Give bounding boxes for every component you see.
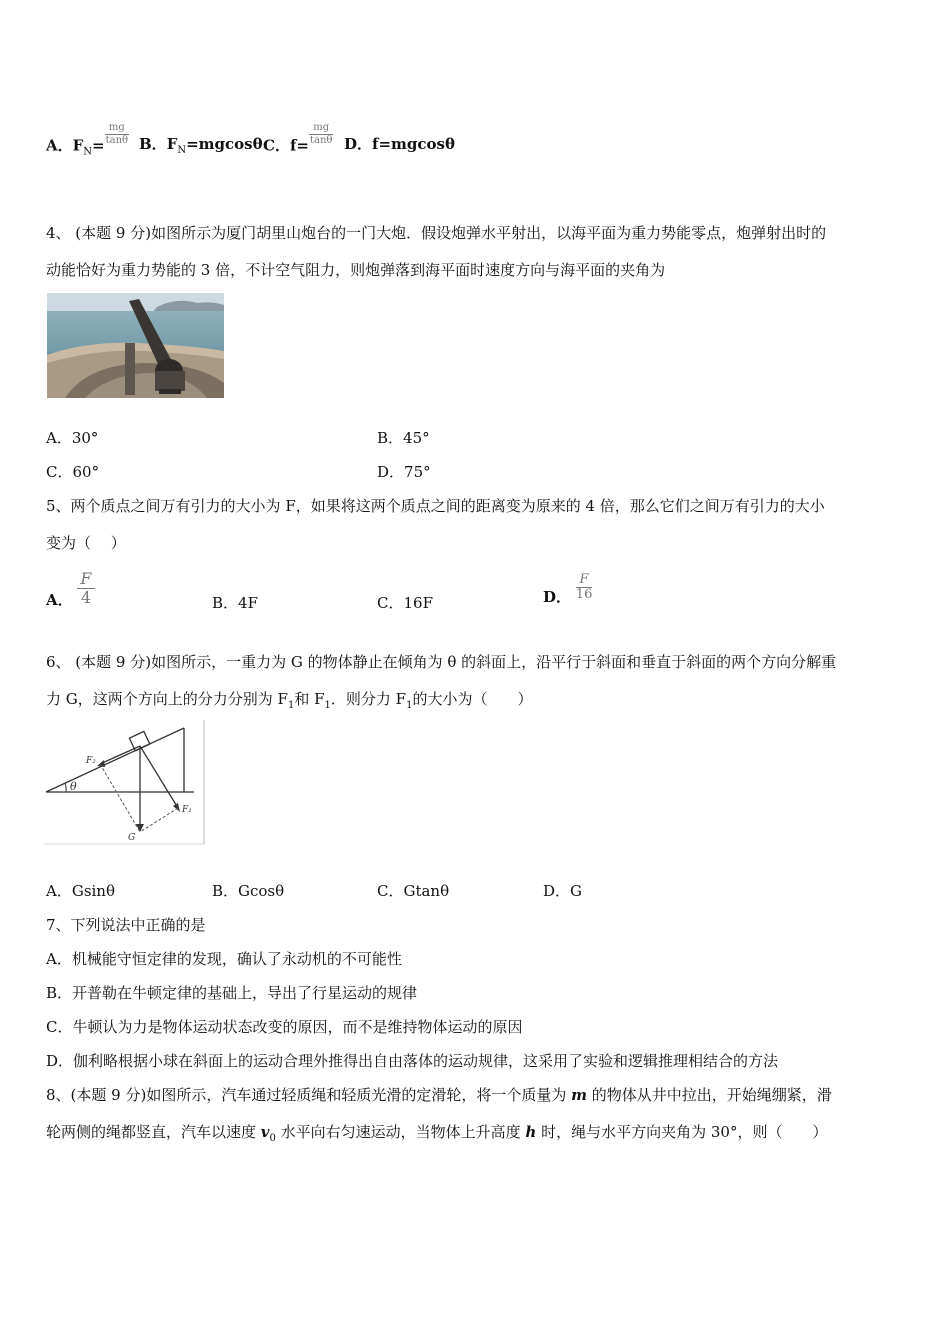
q3-option-d-text: f=mgcosθ <box>372 135 455 153</box>
q8-line-1-a: 8、(本题 9 分)如图所示，汽车通过轻质绳和轻质光滑的定滑轮，将一个质量为 <box>46 1086 572 1104</box>
q3-option-c-label: C． <box>263 136 290 155</box>
q8-velocity-symbol: v <box>260 1123 270 1141</box>
q3-option-a-f: F <box>72 136 84 155</box>
q6-option-a: A．Gsinθ <box>46 882 116 900</box>
q5-option-a-den: 4 <box>80 588 92 607</box>
q5-option-d-fraction <box>576 573 593 602</box>
q3-option-c-den: tanθ <box>309 135 333 146</box>
q6-option-c: C．Gtanθ <box>377 882 450 900</box>
q8-line-1-b: 的物体从井中拉出，开始绳绷紧，滑 <box>586 1086 832 1104</box>
incline-diagram <box>44 720 206 846</box>
q8-line-2-b: 水平向右匀速运动，当物体上升高度 <box>275 1123 526 1141</box>
q6-line-2-b: 和 F <box>294 690 325 708</box>
q7-option-d: D．伽利略根据小球在斜面上的运动合理外推得出自由落体的运动规律，这采用了实验和逻辑推理相结合的方法 <box>46 1052 779 1070</box>
q6-option-d: D．G <box>543 882 583 900</box>
q8-line-1 <box>46 1085 832 1105</box>
q5-option-b: B．4F <box>212 594 258 612</box>
q3-option-c-fraction <box>309 122 333 147</box>
q8-velocity-sub: 0 <box>269 1133 276 1144</box>
q8-line-2-a: 轮两侧的绳都竖直，汽车以速度 <box>46 1123 261 1141</box>
q7-title: 7、下列说法中正确的是 <box>46 916 206 934</box>
q5-option-a-fraction <box>77 570 94 607</box>
q3-option-c-text: f= <box>289 136 309 155</box>
cannon-photo <box>47 293 224 398</box>
q4-option-c: C．60° <box>46 463 100 481</box>
q6-option-b: B．Gcosθ <box>212 882 285 900</box>
q5-option-a <box>46 570 95 607</box>
q4-line-2: 动能恰好为重力势能的 3 倍，不计空气阻力，则炮弹落到海平面时速度方向与海平面的夹角为 <box>46 261 666 279</box>
q3-option-b-rest: =mgcosθ <box>186 135 263 153</box>
q7-option-c: C．牛顿认为力是物体运动状态改变的原因，而不是维持物体运动的原因 <box>46 1018 523 1036</box>
q3-option-c <box>263 122 333 159</box>
q6-line-2-a: 力 G，这两个方向上的分力分别为 F <box>46 690 288 708</box>
cannon-photo-drawing <box>47 293 224 398</box>
q4-option-d: D．75° <box>377 463 431 481</box>
q3-option-a-sub: N <box>83 146 93 158</box>
q3-option-a-eq: = <box>92 136 105 155</box>
q3-option-a-num: mg <box>105 122 129 135</box>
q7-option-b: B．开普勒在牛顿定律的基础上，导出了行星运动的规律 <box>46 984 418 1002</box>
q5-line-2: 变为（ ） <box>46 534 126 552</box>
q3-option-d <box>344 134 455 154</box>
q3-option-b-f: F <box>166 135 178 153</box>
q6-line-1: 6、 (本题 9 分)如图所示，一重力为 G 的物体静止在倾角为 θ 的斜面上，沿平行于斜面和垂直于斜面的两个方向分解重 <box>46 653 837 671</box>
q8-mass-symbol: m <box>571 1086 587 1104</box>
q6-line-2-sub2: 1 <box>324 700 331 711</box>
q3-option-c-num: mg <box>309 122 333 135</box>
q8-height-symbol: h <box>525 1123 537 1141</box>
diagram-label-f1: F₁ <box>182 805 192 815</box>
q5-option-d-num: F <box>576 573 593 588</box>
q7-option-a: A．机械能守恒定律的发现，确认了永动机的不可能性 <box>46 950 402 968</box>
q6-line-2-sub1: 1 <box>287 700 295 711</box>
q3-option-b-label: B． <box>139 135 167 153</box>
diagram-label-g: G <box>128 833 136 843</box>
q5-option-a-num: F <box>77 570 94 589</box>
q3-option-b-sub: N <box>177 145 187 156</box>
q4-option-b: B．45° <box>377 429 430 447</box>
diagram-label-theta: θ <box>70 780 77 793</box>
q4-line-1: 4、 (本题 9 分)如图所示为厦门胡里山炮台的一门大炮．假设炮弹水平射出，以海平面为重力势能零点，炮弹射出时的 <box>46 224 827 242</box>
q3-option-a-fraction <box>105 122 129 147</box>
q6-line-2-sub3: 1 <box>406 700 413 711</box>
q3-option-a-label: A． <box>46 136 73 155</box>
q5-option-d-den: 16 <box>575 587 593 602</box>
q6-line-2-d: 的大小为（ ） <box>412 690 533 708</box>
q5-option-d-label: D． <box>543 587 572 606</box>
q3-option-a <box>46 122 129 163</box>
incline-diagram-drawing <box>44 720 206 846</box>
q4-option-a: A．30° <box>46 429 99 447</box>
q5-option-a-label: A． <box>46 590 73 609</box>
q3-option-a-den: tanθ <box>105 135 129 146</box>
q8-line-2 <box>46 1122 827 1149</box>
q6-line-2-c: ．则分力 F <box>330 690 407 708</box>
q5-option-d <box>543 572 593 606</box>
q5-line-1: 5、两个质点之间万有引力的大小为 F，如果将这两个质点之间的距离变为原来的 4 倍，那么它们之间万有引力的大小 <box>46 497 825 515</box>
q3-option-b <box>139 134 263 161</box>
q6-line-2 <box>46 689 532 716</box>
q3-option-d-label: D． <box>344 135 373 153</box>
diagram-label-f2: F₂ <box>86 756 96 766</box>
q5-option-c: C．16F <box>377 594 433 612</box>
q8-line-2-c: 时，绳与水平方向夹角为 30°，则（ ） <box>536 1123 828 1141</box>
